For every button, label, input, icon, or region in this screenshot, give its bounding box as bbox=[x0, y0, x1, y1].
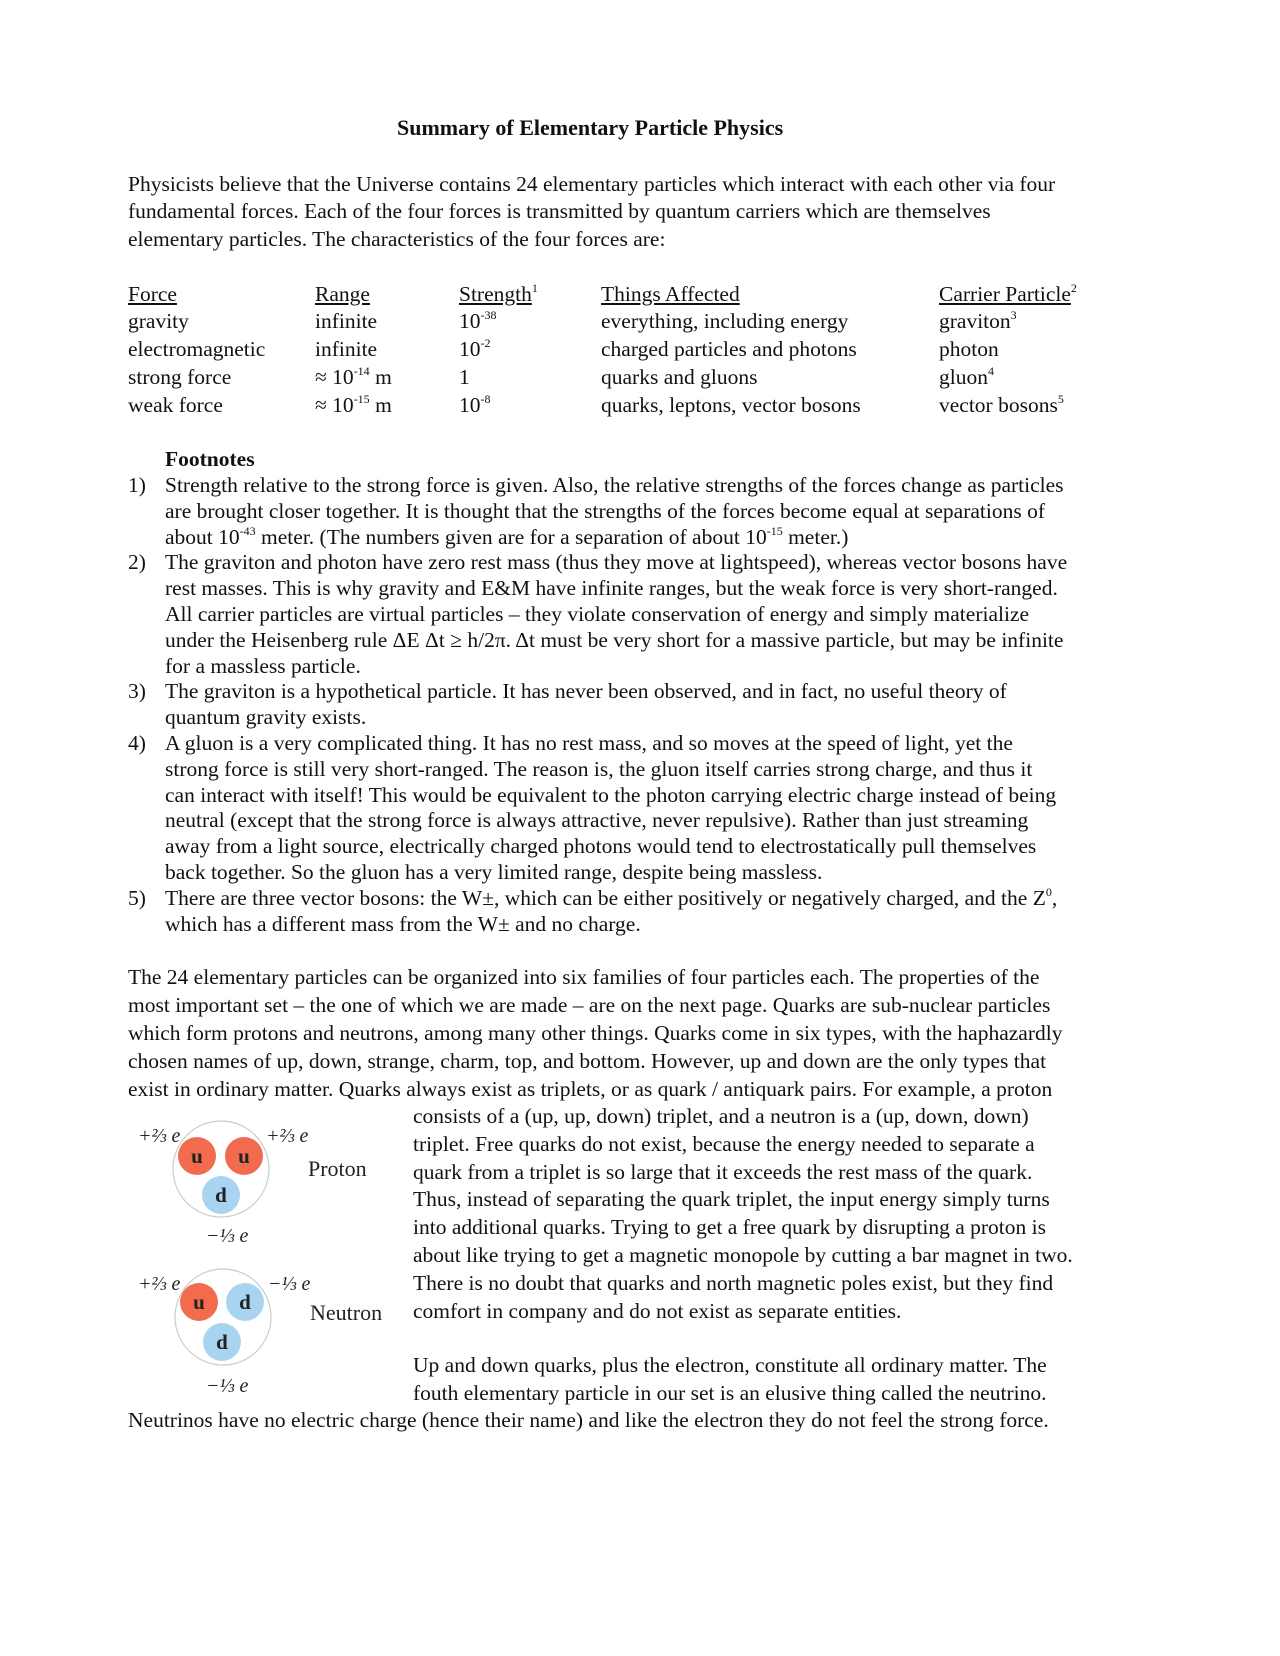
footnote-number bbox=[128, 731, 146, 756]
carrier-value: vector bosons bbox=[939, 393, 1058, 417]
footnote-number bbox=[128, 550, 146, 575]
column-header bbox=[939, 282, 1077, 307]
range-value: ≈ 10 bbox=[315, 365, 354, 389]
header-label: Carrier Particle bbox=[939, 282, 1071, 306]
quark-label: u bbox=[193, 1290, 205, 1314]
text: away from a light source, electrically charged photons would tend to electrostatically pull themselves bbox=[165, 834, 1037, 859]
cell-force bbox=[128, 337, 265, 362]
strength-value: 10 bbox=[459, 309, 481, 333]
text-line: Physicists believe that the Universe contains 24 elementary particles which interact with each other via four bbox=[128, 172, 1056, 196]
charge-label: −⅓ e bbox=[206, 1225, 249, 1247]
text: quark from a triplet is so large that it exceeds the rest mass of the quark. bbox=[413, 1159, 1033, 1184]
text: neutral (except that the strong force is always attractive, never repulsive). Rather than just streaming bbox=[165, 808, 1029, 833]
carrier-value: gluon bbox=[939, 365, 988, 389]
quark-label: u bbox=[238, 1144, 250, 1168]
cell-carrier bbox=[939, 337, 999, 362]
quark-label: d bbox=[216, 1330, 228, 1354]
text: A gluon is a very complicated thing. It has no rest mass, and so moves at the speed of light, yet the bbox=[165, 731, 1013, 755]
text: meter.) bbox=[782, 524, 849, 549]
text: about 10 bbox=[165, 524, 240, 549]
footnote-line bbox=[165, 705, 366, 730]
column-header bbox=[601, 282, 740, 307]
range-value: infinite bbox=[315, 337, 378, 361]
charge-label: +⅔ e bbox=[266, 1125, 309, 1147]
carrier-value: graviton bbox=[939, 309, 1011, 333]
footnote-line bbox=[165, 473, 1064, 498]
exponent: -15 bbox=[353, 392, 370, 406]
text: back together. So the gluon has a very limited range, despite being massless. bbox=[165, 860, 823, 884]
footnote-line bbox=[165, 912, 641, 937]
cell-strength bbox=[459, 309, 497, 334]
affected-value: everything, including energy bbox=[601, 309, 849, 333]
cell-affected bbox=[601, 337, 857, 362]
strength-value: 10 bbox=[459, 337, 481, 361]
range-value: infinite bbox=[315, 309, 378, 333]
affected-value: quarks and gluons bbox=[601, 365, 758, 389]
text: Thus, instead of separating the quark triplet, the input energy simply turns bbox=[413, 1187, 1050, 1212]
footnote-line bbox=[165, 834, 1036, 859]
text: for a massless particle. bbox=[165, 653, 361, 678]
unit: m bbox=[369, 393, 392, 417]
text: meter. (The numbers given are for a separation of about 10 bbox=[255, 524, 767, 549]
cell-range bbox=[315, 393, 392, 418]
quark-label: u bbox=[191, 1144, 203, 1168]
table-row bbox=[0, 309, 1280, 334]
footnote-line bbox=[165, 499, 1045, 524]
footnote-number-label: 1) bbox=[128, 473, 146, 497]
cell-range bbox=[315, 309, 377, 334]
text: comfort in company and do not exist as separate entities. bbox=[413, 1298, 902, 1323]
cell-force bbox=[128, 393, 223, 418]
text: Strength relative to the strong force is given. Also, the relative strengths of the forces change as particles bbox=[165, 473, 1064, 497]
exponent: -2 bbox=[480, 336, 491, 350]
text-line bbox=[413, 1353, 1047, 1378]
footnote-ref: 1 bbox=[531, 281, 538, 295]
footnote-line bbox=[165, 757, 1032, 782]
affected-value: charged particles and photons bbox=[601, 337, 857, 361]
text: which has a different mass from the W± and no charge. bbox=[165, 911, 641, 936]
footnote-line bbox=[165, 731, 1013, 756]
force-name: electromagnetic bbox=[128, 337, 266, 361]
proton-label: Proton bbox=[308, 1156, 367, 1181]
footnote-line bbox=[165, 860, 822, 885]
cell-carrier bbox=[939, 309, 1017, 334]
text: There are three vector bosons: the W±, which can be either positively or negatively charged, and the Z bbox=[165, 885, 1046, 910]
text-line: exist in ordinary matter. Quarks always exist as triplets, or as quark / antiquark pairs. For example, a proton bbox=[128, 1077, 1053, 1101]
footnote-ref: 3 bbox=[1010, 308, 1017, 322]
table-row bbox=[0, 337, 1280, 362]
text-line: The 24 elementary particles can be organized into six families of four particles each. The properties of the bbox=[128, 965, 1040, 989]
range-value: ≈ 10 bbox=[315, 393, 354, 417]
cell-affected bbox=[601, 365, 757, 390]
cell-range bbox=[315, 337, 377, 362]
page-title: Summary of Elementary Particle Physics bbox=[397, 115, 784, 140]
cell-carrier bbox=[939, 393, 1064, 418]
text: The graviton and photon have zero rest mass (thus they move at lightspeed), whereas vector bosons have bbox=[165, 550, 1068, 575]
quark-label: d bbox=[215, 1183, 227, 1207]
footnote-number-label: 5) bbox=[128, 885, 146, 910]
text: rest masses. This is why gravity and E&M have infinite ranges, but the weak force is very short-ranged. bbox=[165, 576, 1058, 601]
cell-force bbox=[128, 309, 189, 334]
header-label: Things Affected bbox=[601, 282, 740, 306]
footnote-line bbox=[165, 654, 361, 679]
text: consists of a (up, up, down) triplet, and a neutron is a (up, down, down) bbox=[413, 1104, 1029, 1128]
footnote-ref: 5 bbox=[1057, 392, 1064, 406]
exponent: -43 bbox=[239, 523, 256, 538]
quark-diagram bbox=[128, 1110, 408, 1410]
text: into additional quarks. Trying to get a free quark by disrupting a proton is bbox=[413, 1215, 1046, 1240]
text-line: chosen names of up, down, strange, charm, top, and bottom. However, up and down are the only types that bbox=[128, 1049, 1047, 1073]
charge-label: +⅔ e bbox=[138, 1273, 181, 1295]
charge-label: −⅓ e bbox=[268, 1273, 311, 1295]
text: triplet. Free quarks do not exist, because the energy needed to separate a bbox=[413, 1131, 1035, 1156]
cell-range bbox=[315, 365, 392, 390]
text: can interact with itself! This would be equivalent to the photon carrying electric charge instead of being bbox=[165, 782, 1057, 807]
quark-label: d bbox=[239, 1290, 251, 1314]
footnote-number bbox=[128, 473, 146, 498]
text-line: which form protons and neutrons, among many other things. Quarks come in six types, with the haphazardly bbox=[128, 1021, 1063, 1045]
unit: m bbox=[369, 365, 392, 389]
table-row bbox=[0, 393, 1280, 418]
strength-value: 1 bbox=[459, 365, 470, 389]
text: are brought closer together. It is thought that the strengths of the forces become equal at separations of bbox=[165, 498, 1046, 523]
footnote-ref: 4 bbox=[987, 364, 994, 378]
proton-diagram bbox=[138, 1121, 367, 1247]
footnote-ref: 2 bbox=[1070, 281, 1077, 295]
text: There is no doubt that quarks and north magnetic poles exist, but they find bbox=[413, 1270, 1054, 1295]
cell-strength bbox=[459, 337, 491, 362]
text-line bbox=[413, 1160, 1032, 1185]
text-line bbox=[413, 1215, 1046, 1240]
footnotes-heading: Footnotes bbox=[165, 447, 255, 471]
text-line bbox=[413, 1104, 1029, 1129]
carrier-value: photon bbox=[939, 337, 999, 361]
text-line: fundamental forces. Each of the four forces is transmitted by quantum carriers which are themselves bbox=[128, 199, 991, 223]
header-label: Range bbox=[315, 282, 370, 306]
text: under the Heisenberg rule ΔE Δt ≥ h/2π. Δt must be very short for a massive particle, but may be infinite bbox=[165, 627, 1064, 652]
text: about like trying to get a magnetic monopole by cutting a bar magnet in two. bbox=[413, 1243, 1073, 1267]
exponent: -15 bbox=[766, 523, 783, 538]
cell-carrier bbox=[939, 365, 994, 390]
table-header bbox=[0, 282, 1280, 307]
charge-label: −⅓ e bbox=[206, 1375, 249, 1397]
strength-value: 10 bbox=[459, 393, 481, 417]
text: , bbox=[1051, 885, 1058, 910]
column-header bbox=[459, 282, 538, 307]
exponent: -8 bbox=[480, 392, 491, 406]
footnote-line bbox=[165, 628, 1063, 653]
footnote-number bbox=[128, 679, 146, 704]
cell-affected bbox=[601, 393, 861, 418]
superscript: 0 bbox=[1045, 884, 1052, 899]
force-name: strong force bbox=[128, 365, 232, 389]
text: strong force is still very short-ranged. The reason is, the gluon itself carries strong charge, and thus it bbox=[165, 756, 1033, 781]
text: fouth elementary particle in our set is an elusive thing called the neutrino. bbox=[413, 1380, 1047, 1405]
footnote-line bbox=[165, 886, 1057, 911]
footnote-line bbox=[165, 679, 1007, 704]
footnote-number-label: 4) bbox=[128, 731, 146, 755]
column-header bbox=[315, 282, 370, 307]
text-line bbox=[413, 1132, 1035, 1157]
footnote-number bbox=[128, 886, 146, 911]
header-label: Strength bbox=[459, 282, 532, 306]
cell-strength bbox=[459, 393, 491, 418]
footnote-line bbox=[165, 602, 1029, 627]
charge-label: +⅔ e bbox=[138, 1125, 181, 1147]
footnote-line bbox=[165, 576, 1058, 601]
footnote-number-label: 3) bbox=[128, 679, 146, 704]
cell-strength bbox=[459, 365, 470, 390]
text: quantum gravity exists. bbox=[165, 705, 367, 730]
text-line: elementary particles. The characteristics of the four forces are: bbox=[128, 227, 666, 251]
text: All carrier particles are virtual particles – they violate conservation of energy and simply materialize bbox=[165, 602, 1030, 626]
text-line bbox=[413, 1299, 901, 1324]
affected-value: quarks, leptons, vector bosons bbox=[601, 393, 861, 417]
neutron-label: Neutron bbox=[310, 1300, 383, 1325]
exponent: -14 bbox=[353, 364, 370, 378]
footnote-line bbox=[165, 550, 1067, 575]
text-line: most important set – the one of which we are made – are on the next page. Quarks are sub-nuclear particles bbox=[128, 993, 1051, 1017]
exponent: -38 bbox=[480, 308, 497, 322]
cell-force bbox=[128, 365, 231, 390]
table-row bbox=[0, 365, 1280, 390]
footnote-number-label: 2) bbox=[128, 550, 146, 575]
footnote-line bbox=[165, 808, 1028, 833]
text: Up and down quarks, plus the electron, constitute all ordinary matter. The bbox=[413, 1353, 1047, 1377]
cell-affected bbox=[601, 309, 848, 334]
force-name: gravity bbox=[128, 309, 189, 333]
text: The graviton is a hypothetical particle. It has never been observed, and in fact, no useful theory of bbox=[165, 679, 1007, 704]
text-line bbox=[413, 1187, 1050, 1212]
header-label: Force bbox=[128, 282, 177, 306]
neutron-diagram bbox=[138, 1269, 382, 1397]
column-header bbox=[128, 282, 177, 307]
text-line bbox=[413, 1243, 1073, 1268]
text-line bbox=[413, 1381, 1046, 1406]
force-name: weak force bbox=[128, 393, 223, 417]
footnote-line bbox=[165, 525, 848, 550]
footnote-line bbox=[165, 783, 1056, 808]
text-line bbox=[413, 1271, 1053, 1296]
text-line: Neutrinos have no electric charge (hence their name) and like the electron they do not feel the strong force. bbox=[128, 1408, 1049, 1432]
